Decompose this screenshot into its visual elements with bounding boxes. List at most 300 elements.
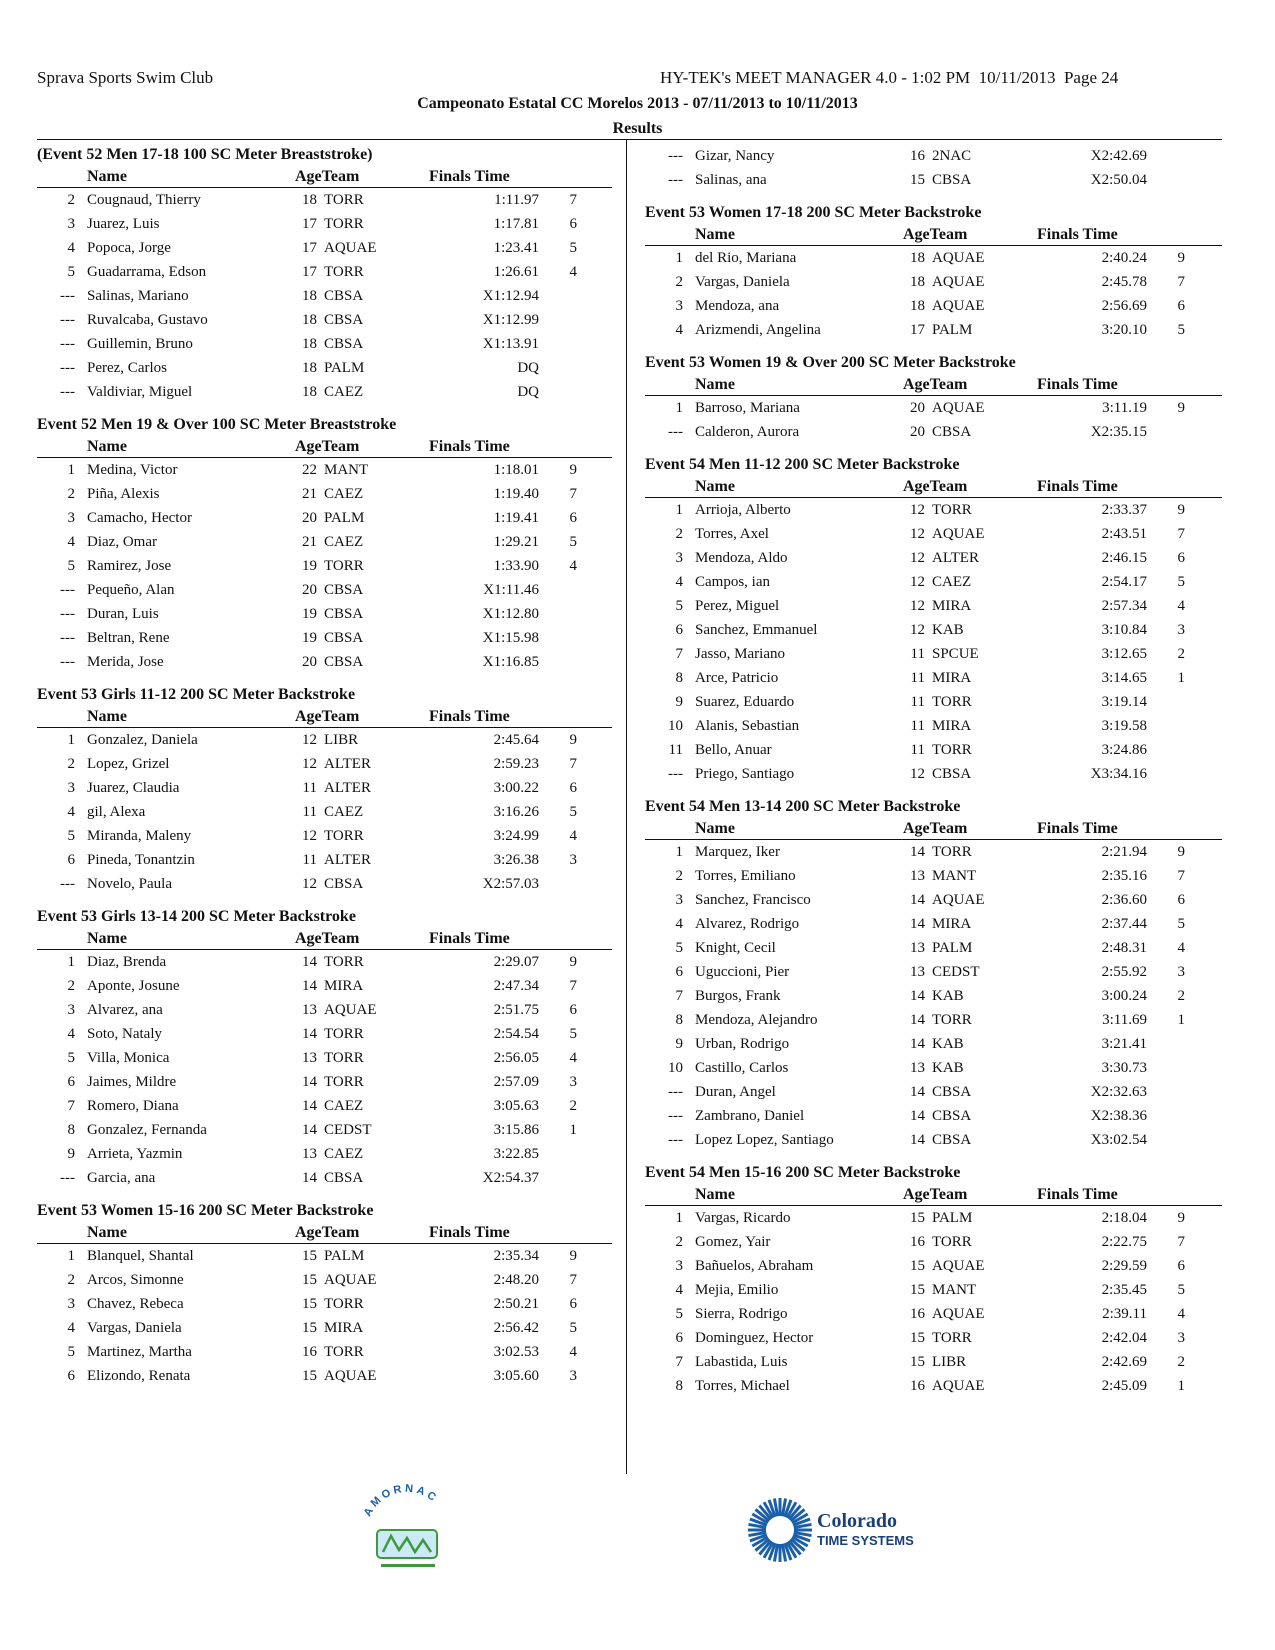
age: 14	[910, 1108, 925, 1124]
swimmer-name: Labastida, Luis	[695, 1354, 788, 1370]
team: CBSA	[324, 630, 364, 646]
finals-time: 2:47.34	[493, 978, 539, 994]
points: 7	[569, 1272, 577, 1288]
team: AQUAE	[324, 1272, 377, 1288]
finals-time: 3:10.84	[1101, 622, 1147, 638]
age: 18	[910, 250, 925, 266]
swimmer-name: Jasso, Mariano	[695, 646, 785, 662]
event-title: Event 54 Men 11-12 200 SC Meter Backstroke	[645, 456, 960, 473]
age: 14	[910, 1012, 925, 1028]
team: MANT	[932, 868, 977, 884]
swimmer-name: Blanquel, Shantal	[87, 1248, 194, 1264]
results-table-header	[645, 1184, 1222, 1206]
finals-time: 2:29.07	[493, 954, 539, 970]
result-row	[645, 246, 1222, 270]
team: CEDST	[932, 964, 980, 980]
age: 11	[302, 780, 317, 796]
swimmer-name: Aponte, Josune	[87, 978, 180, 994]
place: 1	[67, 1248, 75, 1264]
points: 7	[1177, 274, 1185, 290]
column-header-ageteam: AgeTeam	[903, 1186, 968, 1203]
points: 7	[569, 978, 577, 994]
place: ---	[60, 630, 75, 646]
event-block	[645, 1162, 1222, 1398]
points: 5	[569, 1026, 577, 1042]
finals-time: X2:35.15	[1090, 424, 1147, 440]
event-block	[37, 684, 612, 896]
swimmer-name: Burgos, Frank	[695, 988, 781, 1004]
swimmer-name: Vargas, Ricardo	[695, 1210, 791, 1226]
finals-time: X1:12.99	[482, 312, 539, 328]
finals-time: 2:57.34	[1101, 598, 1147, 614]
age: 13	[910, 940, 925, 956]
place: 3	[67, 780, 75, 796]
finals-time: 3:14.65	[1101, 670, 1147, 686]
age: 14	[910, 916, 925, 932]
age: 11	[910, 646, 925, 662]
age: 20	[302, 582, 317, 598]
place: 2	[675, 526, 683, 542]
age: 15	[302, 1296, 317, 1312]
finals-time: 1:18.01	[493, 462, 539, 478]
team: TORR	[932, 694, 972, 710]
result-row	[645, 270, 1222, 294]
event-title: Event 53 Girls 13-14 200 SC Meter Backstroke	[37, 908, 356, 925]
points: 6	[569, 1296, 577, 1312]
team: CBSA	[324, 582, 364, 598]
result-row	[645, 1056, 1222, 1080]
points: 5	[1177, 322, 1185, 338]
team: SPCUE	[932, 646, 979, 662]
place: 5	[67, 828, 75, 844]
result-row	[645, 168, 1222, 192]
swimmer-name: Sierra, Rodrigo	[695, 1306, 788, 1322]
event-title: Event 54 Men 13-14 200 SC Meter Backstroke	[645, 798, 961, 815]
column-header-ageteam: AgeTeam	[295, 438, 360, 455]
age: 15	[302, 1272, 317, 1288]
place: 1	[675, 1210, 683, 1226]
points: 6	[1177, 892, 1185, 908]
result-row	[37, 1166, 612, 1190]
cts-burst-icon	[748, 1498, 812, 1562]
team: MIRA	[932, 718, 972, 734]
age: 19	[302, 630, 317, 646]
finals-time: 2:59.23	[493, 756, 539, 772]
finals-time: 2:42.69	[1101, 1354, 1147, 1370]
place: 9	[67, 1146, 75, 1162]
points: 4	[1177, 598, 1185, 614]
team: AQUAE	[932, 274, 985, 290]
place: 3	[675, 1258, 683, 1274]
event-block	[37, 1200, 612, 1388]
swimmer-name: Perez, Miguel	[695, 598, 780, 614]
swimmer-name: Lopez, Grizel	[87, 756, 170, 772]
age: 13	[302, 1002, 317, 1018]
place: 2	[675, 1234, 683, 1250]
age: 12	[302, 876, 317, 892]
swimmer-name: Mendoza, Alejandro	[695, 1012, 818, 1028]
age: 18	[302, 384, 317, 400]
amornac-logo	[345, 1480, 470, 1585]
swimmer-name: Soto, Nataly	[87, 1026, 162, 1042]
team: 2NAC	[932, 148, 972, 164]
finals-time: 3:26.38	[493, 852, 539, 868]
result-row	[37, 1364, 612, 1388]
swimmer-name: Perez, Carlos	[87, 360, 167, 376]
team: TORR	[324, 1074, 364, 1090]
swimmer-name: Novelo, Paula	[87, 876, 172, 892]
team: CBSA	[932, 1132, 972, 1148]
event-block	[645, 202, 1222, 342]
age: 15	[910, 1258, 925, 1274]
age: 17	[302, 216, 317, 232]
team: KAB	[932, 1036, 964, 1052]
results-table-header	[37, 166, 612, 188]
team: KAB	[932, 622, 964, 638]
finals-time: X2:57.03	[482, 876, 539, 892]
swimmer-name: Martinez, Martha	[87, 1344, 192, 1360]
swimmer-name: Ruvalcaba, Gustavo	[87, 312, 208, 328]
column-header-name: Name	[695, 376, 735, 393]
age: 12	[910, 526, 925, 542]
result-row	[37, 776, 612, 800]
finals-time: DQ	[517, 384, 539, 400]
points: 9	[569, 954, 577, 970]
swimmer-name: Pequeño, Alan	[87, 582, 175, 598]
finals-time: 2:37.44	[1101, 916, 1147, 932]
team: TORR	[324, 264, 364, 280]
team: TORR	[324, 558, 364, 574]
swimmer-name: Duran, Angel	[695, 1084, 776, 1100]
swimmer-name: Piña, Alexis	[87, 486, 160, 502]
result-row	[645, 1374, 1222, 1398]
place: 3	[67, 510, 75, 526]
result-row	[645, 1128, 1222, 1152]
points: 6	[569, 510, 577, 526]
event-title: Event 53 Women 15-16 200 SC Meter Backstroke	[37, 1202, 374, 1219]
team: CAEZ	[324, 804, 364, 820]
team: ALTER	[324, 756, 371, 772]
place: 4	[675, 574, 683, 590]
result-row	[645, 960, 1222, 984]
team: CBSA	[324, 312, 364, 328]
place: ---	[60, 360, 75, 376]
result-row	[37, 752, 612, 776]
place: 6	[675, 622, 683, 638]
swimmer-name: Ramirez, Jose	[87, 558, 172, 574]
finals-time: X3:34.16	[1090, 766, 1147, 782]
age: 14	[302, 978, 317, 994]
finals-time: 3:22.85	[493, 1146, 539, 1162]
finals-time: 2:48.31	[1101, 940, 1147, 956]
place: ---	[668, 1132, 683, 1148]
swimmer-name: Garcia, ana	[87, 1170, 156, 1186]
place: 6	[675, 1330, 683, 1346]
age: 15	[910, 1282, 925, 1298]
place: 4	[67, 534, 75, 550]
finals-time: 1:26.61	[493, 264, 539, 280]
points: 6	[569, 216, 577, 232]
result-row	[645, 1302, 1222, 1326]
age: 16	[910, 1234, 925, 1250]
team: AQUAE	[324, 1002, 377, 1018]
points: 7	[1177, 1234, 1185, 1250]
swimmer-name: Duran, Luis	[87, 606, 159, 622]
result-row	[645, 714, 1222, 738]
result-row	[37, 212, 612, 236]
place: ---	[60, 384, 75, 400]
team: ALTER	[324, 780, 371, 796]
swimmer-name: Salinas, Mariano	[87, 288, 189, 304]
team: MIRA	[932, 916, 972, 932]
finals-time: X2:54.37	[482, 1170, 539, 1186]
result-row	[37, 1022, 612, 1046]
result-row	[645, 984, 1222, 1008]
finals-time: X2:32.63	[1090, 1084, 1147, 1100]
team: PALM	[932, 940, 973, 956]
swimmer-name: Campos, ian	[695, 574, 770, 590]
swimmer-name: Alanis, Sebastian	[695, 718, 800, 734]
result-row	[37, 260, 612, 284]
points: 5	[1177, 1282, 1185, 1298]
place: 4	[67, 240, 75, 256]
finals-time: 2:40.24	[1101, 250, 1147, 266]
place: 3	[67, 216, 75, 232]
team: AQUAE	[932, 1378, 985, 1394]
finals-time: 3:15.86	[493, 1122, 539, 1138]
team: TORR	[932, 844, 972, 860]
finals-time: 1:19.41	[493, 510, 539, 526]
result-row	[37, 380, 612, 404]
swimmer-name: Calderon, Aurora	[695, 424, 800, 440]
age: 13	[910, 964, 925, 980]
team: ALTER	[932, 550, 979, 566]
team: AQUAE	[932, 526, 985, 542]
place: 5	[67, 1050, 75, 1066]
event-block	[645, 144, 1222, 192]
age: 12	[910, 550, 925, 566]
swimmer-name: Guadarrama, Edson	[87, 264, 207, 280]
team: CBSA	[324, 606, 364, 622]
place: 7	[675, 646, 683, 662]
team: PALM	[932, 322, 973, 338]
age: 19	[302, 558, 317, 574]
result-row	[37, 506, 612, 530]
age: 16	[302, 1344, 317, 1360]
age: 11	[910, 742, 925, 758]
finals-time: 2:45.64	[493, 732, 539, 748]
result-row	[37, 1118, 612, 1142]
swimmer-name: Arcos, Simonne	[87, 1272, 184, 1288]
points: 5	[569, 1320, 577, 1336]
age: 20	[302, 510, 317, 526]
swimmer-name: Juarez, Claudia	[87, 780, 180, 796]
place: ---	[668, 766, 683, 782]
points: 7	[569, 486, 577, 502]
team: MIRA	[324, 978, 364, 994]
finals-time: 3:30.73	[1101, 1060, 1147, 1076]
team: TORR	[932, 742, 972, 758]
team: AQUAE	[932, 892, 985, 908]
team: TORR	[324, 1026, 364, 1042]
age: 14	[910, 892, 925, 908]
place: 5	[675, 598, 683, 614]
finals-time: X3:02.54	[1090, 1132, 1147, 1148]
result-row	[645, 594, 1222, 618]
age: 18	[910, 298, 925, 314]
swimmer-name: Arrioja, Alberto	[695, 502, 791, 518]
team: TORR	[324, 1296, 364, 1312]
points: 6	[569, 1002, 577, 1018]
swimmer-name: Torres, Axel	[695, 526, 769, 542]
column-header-ageteam: AgeTeam	[295, 930, 360, 947]
amornac-logo-text: AMORNAC	[361, 1482, 441, 1519]
points: 3	[569, 852, 577, 868]
result-row	[37, 1292, 612, 1316]
team: TORR	[324, 954, 364, 970]
age: 18	[302, 312, 317, 328]
column-header-finals-time: Finals Time	[429, 930, 510, 947]
finals-time: 2:54.17	[1101, 574, 1147, 590]
points: 6	[1177, 1258, 1185, 1274]
age: 15	[302, 1320, 317, 1336]
event-block	[37, 414, 612, 674]
points: 3	[1177, 964, 1185, 980]
age: 12	[910, 622, 925, 638]
points: 9	[569, 462, 577, 478]
place: 2	[67, 192, 75, 208]
results-table-header	[37, 928, 612, 950]
team: CBSA	[932, 172, 972, 188]
place: 1	[675, 400, 683, 416]
place: 7	[675, 988, 683, 1004]
age: 13	[302, 1146, 317, 1162]
result-row	[645, 1326, 1222, 1350]
results-table-header	[645, 374, 1222, 396]
points: 3	[1177, 1330, 1185, 1346]
swimmer-name: Urban, Rodrigo	[695, 1036, 790, 1052]
swimmer-name: del Rio, Mariana	[695, 250, 797, 266]
finals-time: 3:05.60	[493, 1368, 539, 1384]
column-header-ageteam: AgeTeam	[903, 820, 968, 837]
column-header-ageteam: AgeTeam	[903, 226, 968, 243]
place: 11	[668, 742, 683, 758]
swimmer-name: Jaimes, Mildre	[87, 1074, 177, 1090]
finals-time: 3:20.10	[1101, 322, 1147, 338]
place: 7	[675, 1354, 683, 1370]
swimmer-name: Mejia, Emilio	[695, 1282, 779, 1298]
finals-time: 2:56.05	[493, 1050, 539, 1066]
result-row	[645, 420, 1222, 444]
age: 18	[302, 192, 317, 208]
age: 12	[910, 574, 925, 590]
age: 16	[910, 148, 925, 164]
finals-time: 1:29.21	[493, 534, 539, 550]
cts-logo-line2: TIME SYSTEMS	[817, 1533, 914, 1548]
column-header-name: Name	[695, 1186, 735, 1203]
team: CBSA	[324, 654, 364, 670]
team: MIRA	[932, 670, 972, 686]
finals-time: 3:24.99	[493, 828, 539, 844]
age: 20	[910, 400, 925, 416]
swimmer-name: Villa, Monica	[87, 1050, 170, 1066]
points: 7	[569, 756, 577, 772]
finals-time: 3:05.63	[493, 1098, 539, 1114]
team: TORR	[932, 502, 972, 518]
result-row	[645, 498, 1222, 522]
event-block	[37, 906, 612, 1190]
result-row	[645, 618, 1222, 642]
place: 3	[675, 298, 683, 314]
age: 11	[910, 670, 925, 686]
swimmer-name: Chavez, Rebeca	[87, 1296, 184, 1312]
finals-time: 2:39.11	[1102, 1306, 1147, 1322]
right-column	[645, 144, 1222, 1398]
finals-time: 3:19.58	[1101, 718, 1147, 734]
finals-time: 2:22.75	[1101, 1234, 1147, 1250]
team: KAB	[932, 988, 964, 1004]
finals-time: 2:36.60	[1101, 892, 1147, 908]
age: 14	[910, 1084, 925, 1100]
result-row	[37, 1244, 612, 1268]
team: LIBR	[324, 732, 359, 748]
result-row	[37, 284, 612, 308]
swimmer-name: Lopez Lopez, Santiago	[695, 1132, 834, 1148]
age: 12	[302, 732, 317, 748]
points: 2	[569, 1098, 577, 1114]
place: 9	[675, 1036, 683, 1052]
points: 9	[1177, 250, 1185, 266]
place: 1	[67, 954, 75, 970]
points: 9	[569, 732, 577, 748]
age: 21	[302, 534, 317, 550]
points: 7	[1177, 526, 1185, 542]
column-header-finals-time: Finals Time	[1037, 1186, 1118, 1203]
team: MIRA	[324, 1320, 364, 1336]
place: ---	[668, 1108, 683, 1124]
finals-time: 2:48.20	[493, 1272, 539, 1288]
column-header-name: Name	[87, 168, 127, 185]
age: 11	[302, 804, 317, 820]
team: AQUAE	[932, 400, 985, 416]
result-row	[645, 912, 1222, 936]
points: 5	[569, 240, 577, 256]
results-table-header	[37, 706, 612, 728]
swimmer-name: Gomez, Yair	[695, 1234, 771, 1250]
age: 18	[302, 360, 317, 376]
finals-time: 2:35.16	[1101, 868, 1147, 884]
column-header-name: Name	[695, 478, 735, 495]
points: 1	[1177, 1378, 1185, 1394]
age: 11	[910, 718, 925, 734]
age: 15	[302, 1368, 317, 1384]
swimmer-name: Guillemin, Bruno	[87, 336, 193, 352]
points: 3	[569, 1074, 577, 1090]
result-row	[37, 1316, 612, 1340]
result-row	[645, 1206, 1222, 1230]
team: CAEZ	[324, 1146, 364, 1162]
column-header-ageteam: AgeTeam	[295, 1224, 360, 1241]
swimmer-name: Arizmendi, Angelina	[695, 322, 821, 338]
swimmer-name: Knight, Cecil	[695, 940, 776, 956]
swimmer-name: Miranda, Maleny	[87, 828, 192, 844]
swimmer-name: Valdiviar, Miguel	[87, 384, 193, 400]
colorado-time-systems-logo	[745, 1495, 945, 1565]
points: 4	[569, 1050, 577, 1066]
finals-time: 3:00.24	[1101, 988, 1147, 1004]
swimmer-name: Uguccioni, Pier	[695, 964, 790, 980]
result-row	[37, 482, 612, 506]
